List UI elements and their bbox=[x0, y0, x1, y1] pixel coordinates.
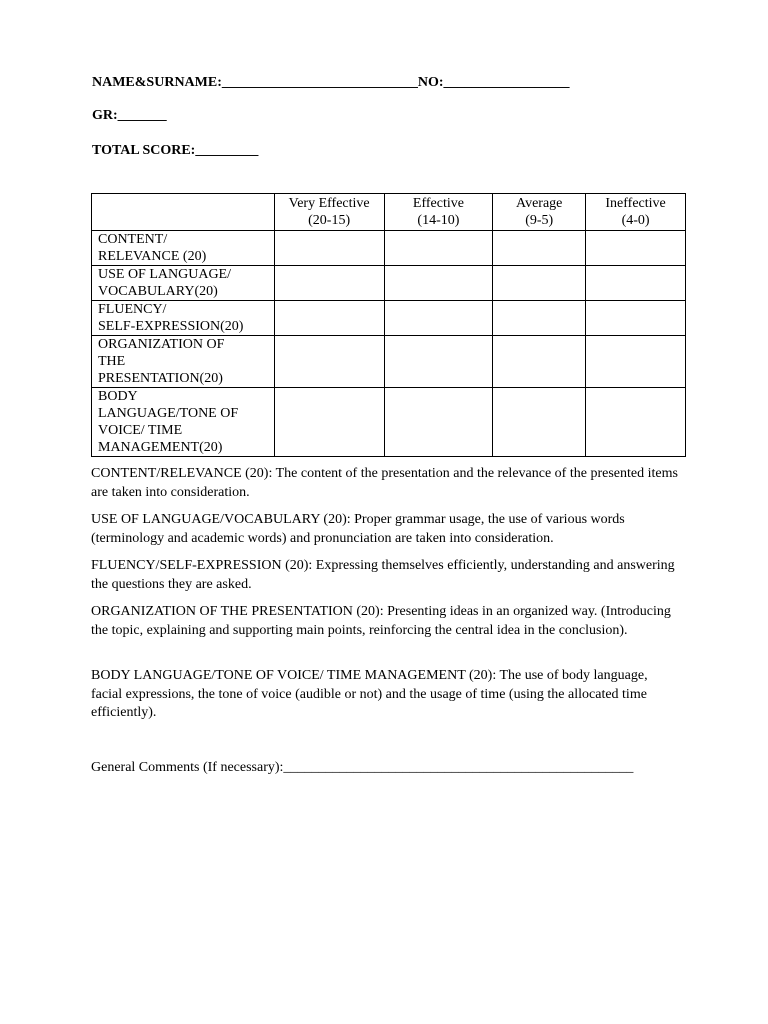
score-cell[interactable] bbox=[586, 231, 686, 266]
criterion-content-relevance: CONTENT/ RELEVANCE (20) bbox=[92, 231, 275, 266]
description-organization: ORGANIZATION OF THE PRESENTATION (20): Presenting ideas in an organized way. (Introducing the topic, explaining and supporting main points, reinforcing the central idea in the conclusion). bbox=[91, 604, 671, 638]
score-cell[interactable] bbox=[493, 301, 586, 336]
score-cell[interactable] bbox=[384, 301, 493, 336]
score-cell[interactable] bbox=[586, 266, 686, 301]
rubric-header-row bbox=[92, 194, 686, 231]
criterion-use-of-language: USE OF LANGUAGE/ VOCABULARY(20) bbox=[92, 266, 275, 301]
header-average: Average (9-5) bbox=[493, 194, 586, 231]
score-cell[interactable] bbox=[384, 231, 493, 266]
score-cell[interactable] bbox=[493, 266, 586, 301]
score-cell[interactable] bbox=[274, 266, 384, 301]
total-score-field[interactable]: TOTAL SCORE:_________ bbox=[92, 143, 259, 158]
criteria-header-cell bbox=[92, 194, 275, 231]
table-row bbox=[92, 336, 686, 388]
header-ineffective: Ineffective (4-0) bbox=[586, 194, 686, 231]
rubric-table bbox=[91, 193, 686, 457]
score-cell[interactable] bbox=[493, 388, 586, 457]
description-use-of-language: USE OF LANGUAGE/VOCABULARY (20): Proper grammar usage, the use of various words (terminology and academic words) and pronunciation are taken into consideration. bbox=[91, 512, 625, 546]
score-cell[interactable] bbox=[586, 301, 686, 336]
general-comments-field[interactable]: General Comments (If necessary):__________________________________________________ bbox=[91, 760, 634, 775]
table-row bbox=[92, 301, 686, 336]
group-field[interactable]: GR:_______ bbox=[92, 108, 167, 123]
criterion-fluency: FLUENCY/ SELF-EXPRESSION(20) bbox=[92, 301, 275, 336]
description-content-relevance: CONTENT/RELEVANCE (20): The content of the presentation and the relevance of the presented items are taken into consideration. bbox=[91, 466, 678, 500]
description-fluency: FLUENCY/SELF-EXPRESSION (20): Expressing themselves efficiently, understanding and answering the questions they are asked. bbox=[91, 558, 675, 592]
description-body-language: BODY LANGUAGE/TONE OF VOICE/ TIME MANAGEMENT (20): The use of body language, facial expressions, the tone of voice (audible or not) and the usage of time (using the allocated time efficiently). bbox=[91, 668, 648, 720]
table-row bbox=[92, 231, 686, 266]
name-surname-number-field[interactable]: NAME&SURNAME:____________________________NO:__________________ bbox=[92, 75, 570, 90]
score-cell[interactable] bbox=[586, 336, 686, 388]
header-very-effective: Very Effective (20-15) bbox=[274, 194, 384, 231]
score-cell[interactable] bbox=[274, 336, 384, 388]
score-cell[interactable] bbox=[384, 336, 493, 388]
table-row bbox=[92, 388, 686, 457]
criterion-body-language: BODY LANGUAGE/TONE OF VOICE/ TIME MANAGEMENT(20) bbox=[92, 388, 275, 457]
score-cell[interactable] bbox=[274, 301, 384, 336]
score-cell[interactable] bbox=[586, 388, 686, 457]
score-cell[interactable] bbox=[274, 231, 384, 266]
score-cell[interactable] bbox=[384, 388, 493, 457]
criterion-organization: ORGANIZATION OF THE PRESENTATION(20) bbox=[92, 336, 275, 388]
header-effective: Effective (14-10) bbox=[384, 194, 493, 231]
score-cell[interactable] bbox=[493, 336, 586, 388]
score-cell[interactable] bbox=[384, 266, 493, 301]
table-row bbox=[92, 266, 686, 301]
score-cell[interactable] bbox=[274, 388, 384, 457]
score-cell[interactable] bbox=[493, 231, 586, 266]
